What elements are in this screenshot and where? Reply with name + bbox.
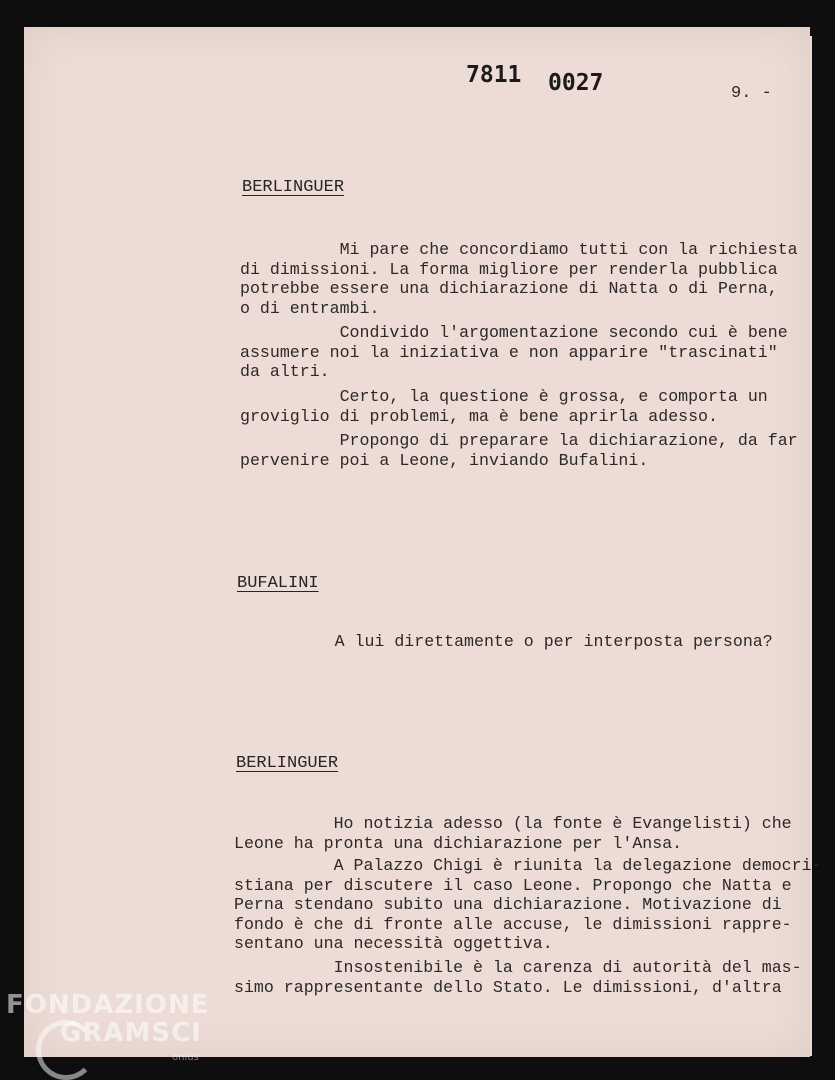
paragraph: A Palazzo Chigi è riunita la delegazione democri- stiana per discutere il caso Leone. Propongo che Natta e Perna stendano subito una dichiarazione. Motivazione di fondo è che di fronte alle accuse, le dimissioni rappre- sentano una necessità oggettiva. bbox=[234, 856, 822, 953]
paragraph: A lui direttamente o per interposta persona? bbox=[235, 632, 773, 651]
speaker-heading: BUFALINI bbox=[237, 574, 319, 593]
paragraph: Propongo di preparare la dichiarazione, da far pervenire poi a Leone, inviando Bufalini. bbox=[240, 431, 798, 470]
paragraph: Certo, la questione è grossa, e comporta un groviglio di problemi, ma è bene aprirla adesso. bbox=[240, 387, 768, 426]
paragraph: Condivido l'argomentazione secondo cui è bene assumere noi la iniziativa e non apparire "trascinati" da altri. bbox=[240, 323, 788, 381]
paragraph: Insostenibile è la carenza di autorità del mas- simo rappresentante dello Stato. Le dimissioni, d'altra bbox=[234, 958, 802, 997]
paragraph: Mi pare che concordiamo tutti con la richiesta di dimissioni. La forma migliore per renderla pubblica potrebbe essere una dichiarazione di Natta o di Perna, o di entrambi. bbox=[240, 240, 798, 318]
archive-stamp-number: 7811 bbox=[466, 62, 522, 88]
archive-stamp-sequence: 0027 bbox=[548, 70, 604, 96]
paragraph: Ho notizia adesso (la fonte è Evangelisti) che Leone ha pronta una dichiarazione per l'Ansa. bbox=[234, 814, 792, 853]
speaker-heading: BERLINGUER bbox=[242, 178, 345, 197]
speaker-heading: BERLINGUER bbox=[236, 754, 339, 773]
page-number: 9. - bbox=[731, 84, 772, 103]
